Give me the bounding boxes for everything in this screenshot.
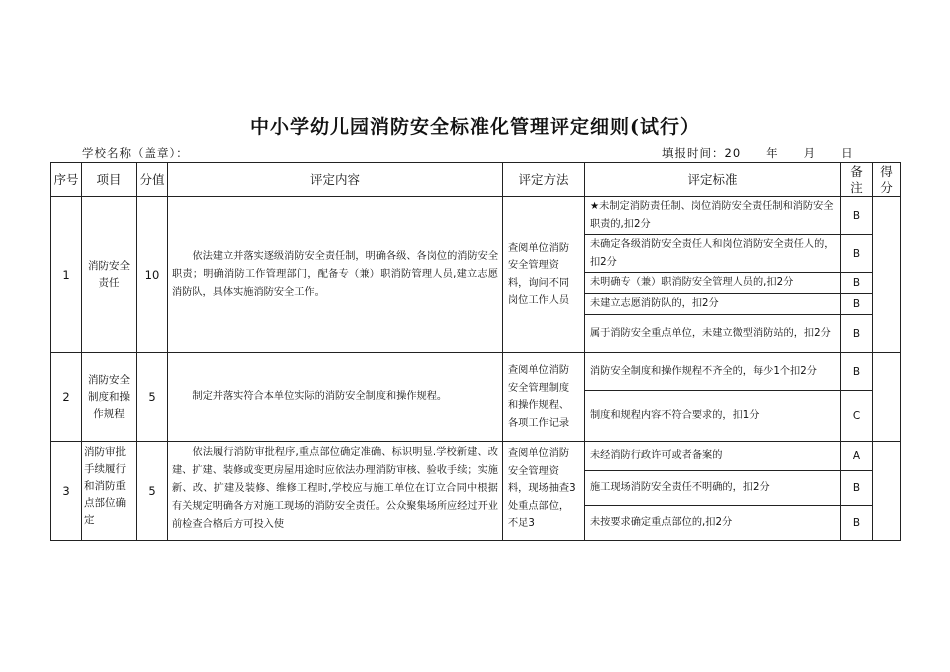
- row-note: B: [841, 235, 873, 273]
- header-got: 得分: [873, 163, 901, 197]
- row-content: 依法建立并落实逐级消防安全责任制，明确各级、各岗位的消防安全职责；明确消防工作管理部门，配备专（兼）职消防管理人员,建立志愿消防队，具体实施消防安全工作。: [168, 197, 503, 353]
- school-name-label: 学校名称（盖章）：: [82, 146, 189, 160]
- row-standard: 未确定各级消防安全责任人和岗位消防安全责任人的，扣2分: [585, 235, 841, 273]
- row-got-score: [873, 442, 901, 541]
- header-note: 备注: [841, 163, 873, 197]
- row-standard: 消防安全制度和操作规程不齐全的，每少1个扣2分: [585, 353, 841, 391]
- row-note: B: [841, 315, 873, 353]
- row-note: B: [841, 197, 873, 235]
- row-note: A: [841, 442, 873, 471]
- header-standard: 评定标准: [585, 163, 841, 197]
- header-score: 分值: [137, 163, 168, 197]
- row-item: 消防安全制度和操作规程: [82, 353, 137, 442]
- row-item: 消防安全责任: [82, 197, 137, 353]
- row-standard: 未明确专（兼）职消防安全管理人员的,扣2分: [585, 273, 841, 294]
- row-method: 查阅单位消防安全管理制度和操作规程、各项工作记录: [503, 353, 585, 442]
- fill-date-label: 填报时间：20 年 月 日: [662, 146, 854, 160]
- row-standard: 未建立志愿消防队的，扣2分: [585, 294, 841, 315]
- row-note: B: [841, 506, 873, 541]
- row-note: B: [841, 294, 873, 315]
- row-score: 5: [137, 353, 168, 442]
- row-note: C: [841, 391, 873, 442]
- row-note: B: [841, 353, 873, 391]
- header-content: 评定内容: [168, 163, 503, 197]
- row-standard: 未按要求确定重点部位的,扣2分: [585, 506, 841, 541]
- row-score: 5: [137, 442, 168, 541]
- row-got-score: [873, 353, 901, 442]
- header-item: 项目: [82, 163, 137, 197]
- row-item: 消防审批手续履行和消防重点部位确定: [82, 442, 137, 541]
- row-content: 依法履行消防审批程序,重点部位确定准确、标识明显.学校新建、改建、扩建、装修或变更房屋用途时应依法办理消防审核、验收手续；实施新、改、扩建及装修、维修工程时,学校应与施工单位在订立合同中根据有关规定明确各方对施工现场的消防安全责任。公众聚集场所应经过开业前检查合格后方可投入使: [168, 442, 503, 541]
- row-standard: 未经消防行政许可或者备案的: [585, 442, 841, 471]
- row-content: 制定并落实符合本单位实际的消防安全制度和操作规程。: [168, 353, 503, 442]
- document-title: 中小学幼儿园消防安全标准化管理评定细则(试行）: [250, 116, 700, 138]
- evaluation-table: [50, 162, 901, 541]
- row-standard: ★未制定消防责任制、岗位消防安全责任制和消防安全职责的,扣2分: [585, 197, 841, 235]
- row-number: 2: [51, 353, 82, 442]
- row-score: 10: [137, 197, 168, 353]
- row-note: B: [841, 471, 873, 506]
- row-note: B: [841, 273, 873, 294]
- header-row: [51, 163, 901, 197]
- row-method: 查阅单位消防安全管理资料，询问不同岗位工作人员: [503, 197, 585, 353]
- row-standard: 属于消防安全重点单位，未建立微型消防站的，扣2分: [585, 315, 841, 353]
- header-no: 序号: [51, 163, 82, 197]
- row-number: 1: [51, 197, 82, 353]
- row-number: 3: [51, 442, 82, 541]
- row-method: 查阅单位消防安全管理资料，现场抽查3处重点部位，不足3: [503, 442, 585, 541]
- row-got-score: [873, 197, 901, 353]
- row-standard: 施工现场消防安全责任不明确的，扣2分: [585, 471, 841, 506]
- table-row: [51, 353, 901, 391]
- table-row: [51, 197, 901, 235]
- row-standard: 制度和规程内容不符合要求的，扣1分: [585, 391, 841, 442]
- table-row: [51, 442, 901, 471]
- header-method: 评定方法: [503, 163, 585, 197]
